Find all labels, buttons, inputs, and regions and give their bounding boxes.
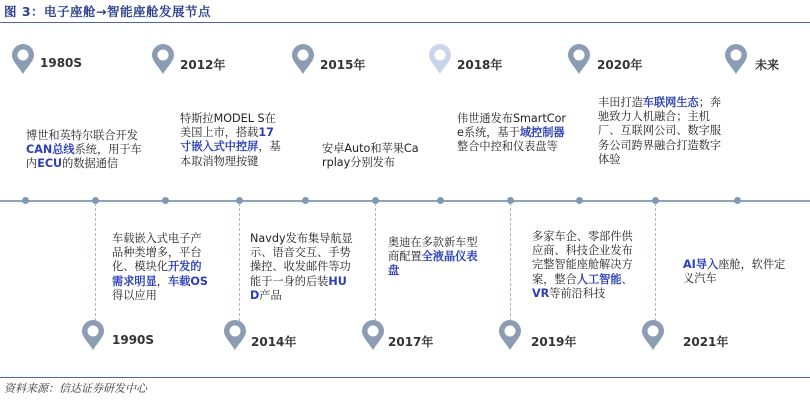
description-text: 产品 [259, 288, 282, 302]
node-description [112, 232, 210, 303]
highlight-text: ECU [37, 157, 63, 171]
map-pin-icon [427, 44, 453, 76]
timeline-dot [507, 197, 514, 204]
node-description [598, 96, 724, 167]
description-text: 整合中控和仪表盘等 [457, 140, 558, 154]
highlight-text: VR [532, 286, 550, 300]
description-text: 丰田打造 [598, 96, 643, 109]
timeline-dot [734, 197, 741, 204]
bottom-connector [239, 203, 240, 321]
map-pin-icon [150, 44, 176, 76]
node-year: 2021年 [683, 335, 729, 349]
timeline-dot [236, 197, 243, 204]
node-year: 2014年 [251, 335, 297, 349]
timeline-dot [652, 197, 659, 204]
node-year: 2015年 [320, 58, 366, 72]
figure-title: 图 3：电子座舱→智能座舱发展节点 [4, 4, 212, 19]
description-text: 奥迪在多款新车型商配置 [388, 236, 478, 264]
footer-rule [0, 377, 810, 378]
timeline-dot [372, 197, 379, 204]
description-text: 博世和英特尔联合开发 [26, 129, 138, 142]
highlight-text: AI导入 [683, 258, 719, 271]
node-description [180, 112, 282, 169]
description-text: ，基本取消物理按键 [180, 140, 281, 168]
timeline-dot [22, 197, 29, 204]
timeline-dot [576, 197, 583, 204]
node-year: 1990S [112, 333, 155, 347]
timeline-dot [437, 197, 444, 204]
description-text: Navdy发布集导航显示、语音交互、手势操控、收发邮件等功能于一身的后装 [250, 232, 353, 288]
description-text: ；奔驰致力人机融合；主机厂、互联网公司、数字服务公司跨界融合打造数字体验 [598, 96, 722, 166]
node-description [457, 112, 569, 155]
highlight-text: 域控制器 [519, 126, 565, 140]
node-description [683, 258, 789, 286]
description-text: 车载嵌入式电子产品种类增多，平台化、模块化 [112, 232, 202, 274]
description-text: 系统，用于车内 [26, 143, 142, 171]
highlight-text: 人工智能 [576, 272, 622, 286]
map-pin-icon [10, 44, 36, 76]
title-rule [0, 22, 810, 23]
node-description [388, 236, 484, 279]
map-pin-icon [640, 320, 666, 352]
map-pin-icon [566, 44, 592, 76]
description-text: 座舱，软件定义汽车 [683, 258, 786, 286]
node-year: 2019年 [531, 335, 577, 349]
highlight-text: CAN总线 [26, 143, 75, 157]
node-year: 2020年 [597, 58, 643, 72]
map-pin-icon [80, 320, 106, 352]
description-text: 伟世通发布SmartCore系统，基于 [457, 112, 567, 140]
highlight-text: HUD [250, 274, 347, 302]
description-text: 得以应用 [112, 288, 157, 302]
node-year: 2017年 [388, 335, 434, 349]
description-text: ， [156, 274, 168, 288]
description-text: 多家车企、零部件供应商、科技企业发布完整智能座舱解决方案，整合 [532, 230, 633, 286]
timeline-dot [92, 197, 99, 204]
description-text: 特斯拉MODEL S在美国上市，搭载 [180, 112, 276, 140]
timeline-dot [162, 197, 169, 204]
description-text: 安卓Auto和苹果Carplay分别发布 [322, 142, 419, 170]
highlight-text: 开发的需求明显 [112, 260, 202, 288]
source-note: 资料来源：信达证券研发中心 [4, 382, 147, 395]
node-description [532, 230, 636, 301]
highlight-text: 17寸嵌入式中控屏 [180, 126, 274, 154]
bottom-connector [95, 203, 96, 321]
timeline-axis [0, 200, 810, 202]
highlight-text: 车联网生态 [642, 96, 699, 109]
node-description [322, 142, 420, 170]
bottom-connector [510, 203, 511, 321]
map-pin-icon [360, 320, 386, 352]
bottom-connector [375, 203, 376, 321]
timeline-dot [302, 197, 309, 204]
node-description [250, 232, 354, 303]
highlight-text: 车载OS [167, 274, 208, 288]
node-year: 未来 [755, 58, 780, 72]
node-year: 1980S [40, 56, 83, 70]
bottom-connector [655, 203, 656, 321]
node-year: 2018年 [457, 58, 503, 72]
node-year: 2012年 [180, 58, 226, 72]
node-description [26, 129, 144, 172]
description-text: 的数据通信 [62, 157, 119, 171]
description-text: 、 [621, 272, 633, 286]
map-pin-icon [222, 320, 248, 352]
description-text: 等前沿科技 [549, 286, 606, 300]
highlight-text: 全液晶仪表盘 [388, 250, 478, 278]
map-pin-icon [723, 44, 749, 76]
map-pin-icon [290, 44, 316, 76]
map-pin-icon [497, 320, 523, 352]
